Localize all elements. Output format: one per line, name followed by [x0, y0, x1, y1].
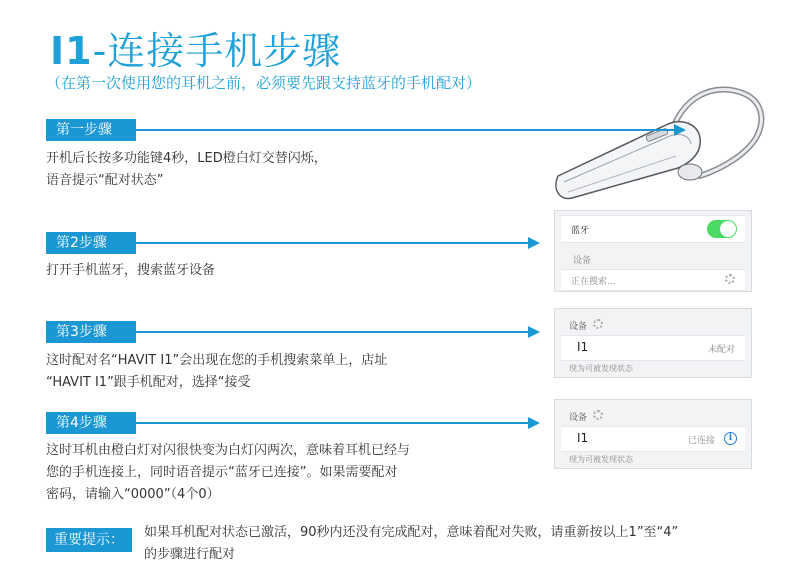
step-4-label: 第4步骤	[46, 412, 136, 434]
devices-section-label: 设备	[573, 256, 592, 266]
devices-section-label: 设备	[569, 322, 588, 332]
step-1-line: 语音提示“配对状态”	[46, 173, 164, 188]
step-2-line: 打开手机蓝牙，搜索蓝牙设备	[46, 263, 216, 278]
connected-panel	[554, 399, 752, 469]
title-text: -连接手机步骤	[92, 29, 342, 73]
step-3-line: “HAVIT I1”跟手机配对，选择“接受	[46, 375, 251, 390]
step-4-line: 密码，请输入“0000”（4个0）	[46, 487, 220, 502]
bluetooth-title: 蓝牙	[571, 226, 590, 236]
loading-spinner-icon	[593, 410, 603, 420]
device-row[interactable]	[561, 335, 745, 361]
discoverable-text: 现为可被发现状态	[569, 364, 633, 373]
info-icon[interactable]: i	[724, 432, 737, 445]
step-3-line: 这时配对名“HAVIT I1”会出现在您的手机搜索菜单上，店址	[46, 353, 388, 368]
step-4-line: 您的手机连接上，同时语音提示“蓝牙已连接”。如果需要配对	[46, 465, 398, 480]
step-3-arrow	[136, 331, 530, 333]
step-2-description	[46, 260, 486, 282]
device-status: 已连接	[687, 436, 715, 446]
loading-spinner-icon	[593, 319, 603, 329]
headset-illustration	[550, 76, 775, 206]
discoverable-text: 现为可被发现状态	[569, 455, 633, 464]
device-status: 未配对	[707, 345, 735, 355]
notice-line: 的步骤进行配对	[144, 547, 236, 562]
bluetooth-row	[561, 215, 745, 243]
important-notice-label: 重要提示：	[46, 528, 132, 552]
important-notice-text	[144, 522, 764, 566]
devices-section-label: 设备	[569, 413, 588, 423]
pairing-panel	[554, 308, 752, 378]
step-1-arrow	[136, 129, 676, 131]
device-name: I1	[577, 431, 589, 445]
loading-spinner-icon	[725, 274, 735, 284]
step-4-line: 这时耳机由橙白灯对闪很快变为白灯闪两次，意味着耳机已经与	[46, 443, 411, 458]
arrow-head-icon	[528, 417, 540, 429]
step-1-label: 第一步骤	[46, 119, 136, 141]
searching-text: 正在搜索...	[571, 277, 616, 287]
model-name: I1	[50, 29, 93, 73]
page-subtitle: （在第一次使用您的耳机之前，必须要先跟支持蓝牙的手机配对）	[46, 74, 482, 92]
arrow-head-icon	[674, 124, 686, 136]
step-1-line: 开机后长按多功能键4秒，LED橙白灯交替闪烁，	[46, 151, 327, 166]
arrow-head-icon	[528, 237, 540, 249]
searching-row	[561, 269, 745, 291]
device-name: I1	[577, 340, 589, 354]
notice-line: 如果耳机配对状态已激活，90秒内还没有完成配对，意味着配对失败，请重新按以上1”至“4”	[144, 525, 679, 540]
step-4-arrow	[136, 422, 530, 424]
bluetooth-toggle[interactable]	[707, 220, 737, 238]
step-2-label: 第2步骤	[46, 232, 136, 254]
step-2-arrow	[136, 242, 530, 244]
device-row[interactable]	[561, 426, 745, 452]
step-4-description	[46, 440, 526, 506]
step-3-description	[46, 350, 526, 394]
arrow-head-icon	[528, 326, 540, 338]
step-1-description	[46, 148, 486, 192]
step-3-label: 第3步骤	[46, 321, 136, 343]
page-title	[50, 20, 341, 75]
bluetooth-settings-panel	[554, 210, 752, 292]
